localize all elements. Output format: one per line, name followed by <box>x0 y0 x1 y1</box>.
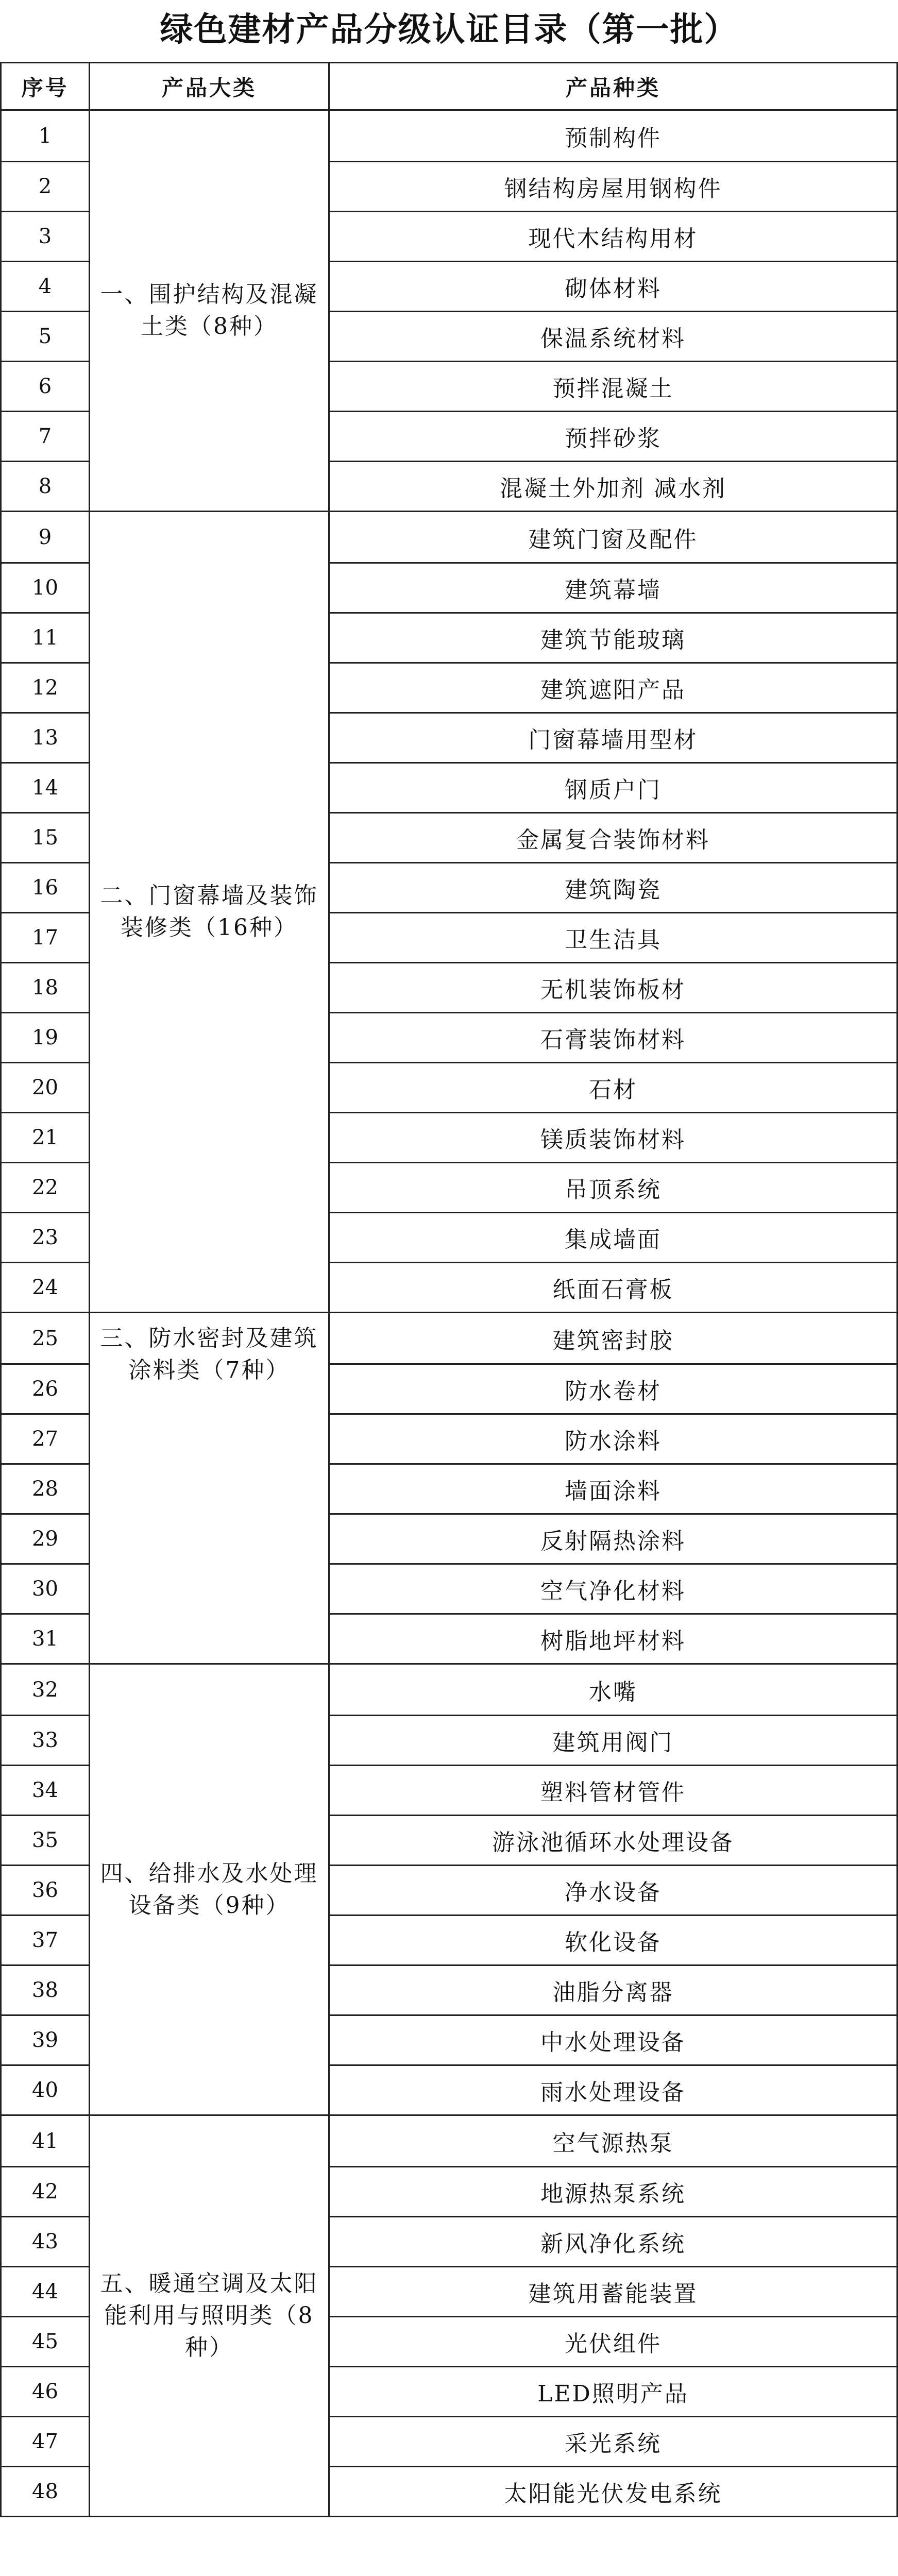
product-item: 建筑幕墙 <box>330 562 898 612</box>
row-number: 26 <box>2 1363 90 1413</box>
item-column <box>330 1665 898 2114</box>
product-item: 现代木结构用材 <box>330 211 898 261</box>
row-number: 8 <box>2 461 90 511</box>
row-number: 44 <box>2 2266 90 2316</box>
row-number: 46 <box>2 2366 90 2416</box>
catalog-table <box>0 62 898 2517</box>
category-cell: 二、门窗幕墙及装饰装修类（16种） <box>90 512 330 1312</box>
row-number: 27 <box>2 1413 90 1463</box>
row-number: 33 <box>2 1715 90 1765</box>
header-no: 序号 <box>2 63 90 109</box>
product-item: 游泳池循环水处理设备 <box>330 1815 898 1865</box>
product-item: 塑料管材管件 <box>330 1765 898 1815</box>
row-number: 20 <box>2 1062 90 1112</box>
row-number: 11 <box>2 612 90 662</box>
header-item: 产品种类 <box>330 63 898 109</box>
product-item: 新风净化系统 <box>330 2216 898 2266</box>
product-item: 钢结构房屋用钢构件 <box>330 161 898 211</box>
row-number: 23 <box>2 1212 90 1262</box>
row-number: 45 <box>2 2316 90 2366</box>
row-number: 42 <box>2 2166 90 2216</box>
product-item: 门窗幕墙用型材 <box>330 712 898 762</box>
product-item: 钢质户门 <box>330 762 898 812</box>
row-number: 12 <box>2 662 90 712</box>
row-number: 37 <box>2 1914 90 1964</box>
row-number: 41 <box>2 2116 90 2166</box>
product-item: 建筑遮阳产品 <box>330 662 898 712</box>
product-item: 太阳能光伏发电系统 <box>330 2466 898 2516</box>
product-item: LED照明产品 <box>330 2366 898 2416</box>
row-number: 47 <box>2 2416 90 2466</box>
product-item: 软化设备 <box>330 1914 898 1964</box>
product-item: 集成墙面 <box>330 1212 898 1262</box>
category-group <box>2 1313 898 1665</box>
product-item: 空气净化材料 <box>330 1563 898 1613</box>
product-item: 建筑用蓄能装置 <box>330 2266 898 2316</box>
item-column <box>330 512 898 1312</box>
category-cell: 一、围护结构及混凝土类（8种） <box>90 111 330 511</box>
product-item: 石膏装饰材料 <box>330 1012 898 1062</box>
row-number: 16 <box>2 862 90 912</box>
product-item: 防水涂料 <box>330 1413 898 1463</box>
product-item: 净水设备 <box>330 1865 898 1914</box>
row-number: 15 <box>2 812 90 862</box>
row-number: 39 <box>2 2014 90 2064</box>
row-number: 32 <box>2 1665 90 1715</box>
row-number: 17 <box>2 912 90 962</box>
number-column <box>2 1665 90 2114</box>
product-item: 吊顶系统 <box>330 1162 898 1212</box>
product-item: 无机装饰板材 <box>330 962 898 1012</box>
row-number: 18 <box>2 962 90 1012</box>
product-item: 墙面涂料 <box>330 1463 898 1513</box>
table-body <box>2 111 898 2517</box>
row-number: 13 <box>2 712 90 762</box>
row-number: 7 <box>2 411 90 461</box>
number-column <box>2 111 90 511</box>
product-item: 建筑陶瓷 <box>330 862 898 912</box>
product-item: 中水处理设备 <box>330 2014 898 2064</box>
category-cell: 三、防水密封及建筑涂料类（7种） <box>90 1313 330 1663</box>
row-number: 5 <box>2 311 90 361</box>
product-item: 建筑门窗及配件 <box>330 512 898 562</box>
product-item: 预拌混凝土 <box>330 361 898 411</box>
product-item: 保温系统材料 <box>330 311 898 361</box>
product-item: 纸面石膏板 <box>330 1262 898 1312</box>
category-group <box>2 512 898 1313</box>
product-item: 雨水处理设备 <box>330 2064 898 2114</box>
product-item: 树脂地坪材料 <box>330 1613 898 1663</box>
row-number: 36 <box>2 1865 90 1914</box>
row-number: 25 <box>2 1313 90 1363</box>
item-column <box>330 1313 898 1663</box>
table-header-row <box>2 63 898 111</box>
row-number: 21 <box>2 1112 90 1162</box>
row-number: 2 <box>2 161 90 211</box>
product-item: 混凝土外加剂 减水剂 <box>330 461 898 511</box>
category-group <box>2 2116 898 2517</box>
product-item: 建筑节能玻璃 <box>330 612 898 662</box>
row-number: 6 <box>2 361 90 411</box>
product-item: 建筑用阀门 <box>330 1715 898 1765</box>
number-column <box>2 512 90 1312</box>
row-number: 22 <box>2 1162 90 1212</box>
item-column <box>330 2116 898 2516</box>
product-item: 建筑密封胶 <box>330 1313 898 1363</box>
row-number: 43 <box>2 2216 90 2266</box>
row-number: 28 <box>2 1463 90 1513</box>
row-number: 1 <box>2 111 90 161</box>
category-group <box>2 111 898 512</box>
product-item: 石材 <box>330 1062 898 1112</box>
product-item: 砌体材料 <box>330 261 898 311</box>
product-item: 水嘴 <box>330 1665 898 1715</box>
product-item: 防水卷材 <box>330 1363 898 1413</box>
row-number: 9 <box>2 512 90 562</box>
row-number: 10 <box>2 562 90 612</box>
row-number: 24 <box>2 1262 90 1312</box>
row-number: 35 <box>2 1815 90 1865</box>
number-column <box>2 2116 90 2516</box>
product-item: 光伏组件 <box>330 2316 898 2366</box>
row-number: 29 <box>2 1513 90 1563</box>
product-item: 反射隔热涂料 <box>330 1513 898 1563</box>
page-title: 绿色建材产品分级认证目录（第一批） <box>160 10 738 49</box>
category-group <box>2 1665 898 2116</box>
product-item: 空气源热泵 <box>330 2116 898 2166</box>
row-number: 48 <box>2 2466 90 2516</box>
product-item: 地源热泵系统 <box>330 2166 898 2216</box>
item-column <box>330 111 898 511</box>
row-number: 38 <box>2 1964 90 2014</box>
product-item: 金属复合装饰材料 <box>330 812 898 862</box>
row-number: 40 <box>2 2064 90 2114</box>
row-number: 31 <box>2 1613 90 1663</box>
row-number: 4 <box>2 261 90 311</box>
row-number: 14 <box>2 762 90 812</box>
category-cell: 五、暖通空调及太阳能利用与照明类（8种） <box>90 2116 330 2516</box>
row-number: 34 <box>2 1765 90 1815</box>
product-item: 油脂分离器 <box>330 1964 898 2014</box>
category-cell: 四、给排水及水处理设备类（9种） <box>90 1665 330 2114</box>
product-item: 镁质装饰材料 <box>330 1112 898 1162</box>
number-column <box>2 1313 90 1663</box>
product-item: 卫生洁具 <box>330 912 898 962</box>
row-number: 19 <box>2 1012 90 1062</box>
product-item: 采光系统 <box>330 2416 898 2466</box>
row-number: 3 <box>2 211 90 261</box>
header-category: 产品大类 <box>90 63 330 109</box>
product-item: 预制构件 <box>330 111 898 161</box>
product-item: 预拌砂浆 <box>330 411 898 461</box>
row-number: 30 <box>2 1563 90 1613</box>
